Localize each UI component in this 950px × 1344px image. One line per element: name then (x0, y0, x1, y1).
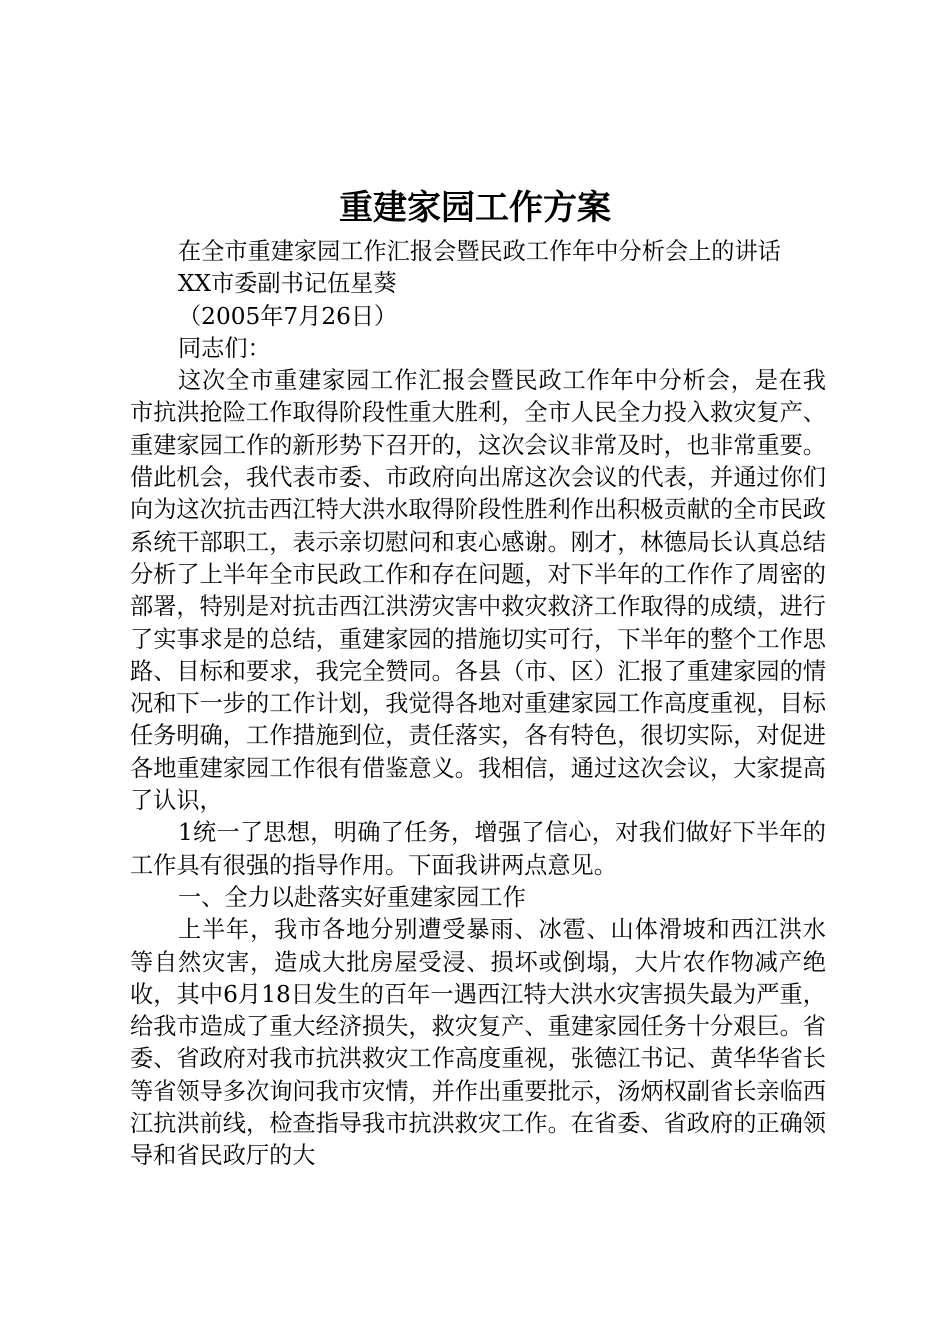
body-paragraph: 1统一了思想，明确了任务，增强了信心，对我们做好下半年的工作具有很强的指导作用。下面我讲两点意见。 (130, 819, 826, 879)
body-paragraph: 这次全市重建家园工作汇报会暨民政工作年中分析会，是在我市抗洪抢险工作取得阶段性重大胜利，全市人民全力投入救灾复产、重建家园工作的新形势下召开的，这次会议非常及时，也非常重要。借此机会，我代表市委、市政府向出席这次会议的代表，并通过你们向为这次抗击西江特大洪水取得阶段性胜利作出积极贡献的全市民政系统干部职工，表示亲切慰问和衷心感谢。刚才，林德局长认真总结分析了上半年全市民政工作和存在问题，对下半年的工作作了周密的部署，特别是对抗击西江洪涝灾害中救灾救济工作取得的成绩，进行了实事求是的总结，重建家园的措施切实可行，下半年的整个工作思路、目标和要求，我完全赞同。各县（市、区）汇报了重建家园的情况和下一步的工作计划，我觉得各地对重建家园工作高度重视，目标任务明确，工作措施到位，责任落实，各有特色，很切实际，对促进各地重建家园工作很有借鉴意义。我相信，通过这次会议，大家提高了认识， (130, 367, 826, 815)
speaker-line: XX市委副书记伍星葵 (178, 270, 397, 298)
speech-heading: 在全市重建家园工作汇报会暨民政工作年中分析会上的讲话 (178, 238, 781, 265)
document-title: 重建家园工作方案 (339, 188, 611, 228)
body-paragraph: 上半年，我市各地分别遭受暴雨、冰雹、山体滑坡和西江洪水等自然灾害，造成大批房屋受浸、损坏或倒塌，大片农作物减产绝收，其中6月18日发生的百年一遇西江特大洪水灾害损失最为严重，给我市造成了重大经济损失，救灾复产、重建家园任务十分艰巨。省委、省政府对我市抗洪救灾工作高度重视，张德江书记、黄华华省长等省领导多次询问我市灾情，并作出重要批示，汤炳权副省长亲临西江抗洪前线，检查指导我市抗洪救灾工作。在省委、省政府的正确领导和省民政厅的大 (130, 916, 826, 1170)
section-heading: 一、全力以赴落实好重建家园工作 (178, 883, 526, 911)
salutation: 同志们： (178, 334, 271, 362)
date-line: （2005年7月26日） (178, 302, 398, 330)
document-body (130, 236, 826, 1173)
